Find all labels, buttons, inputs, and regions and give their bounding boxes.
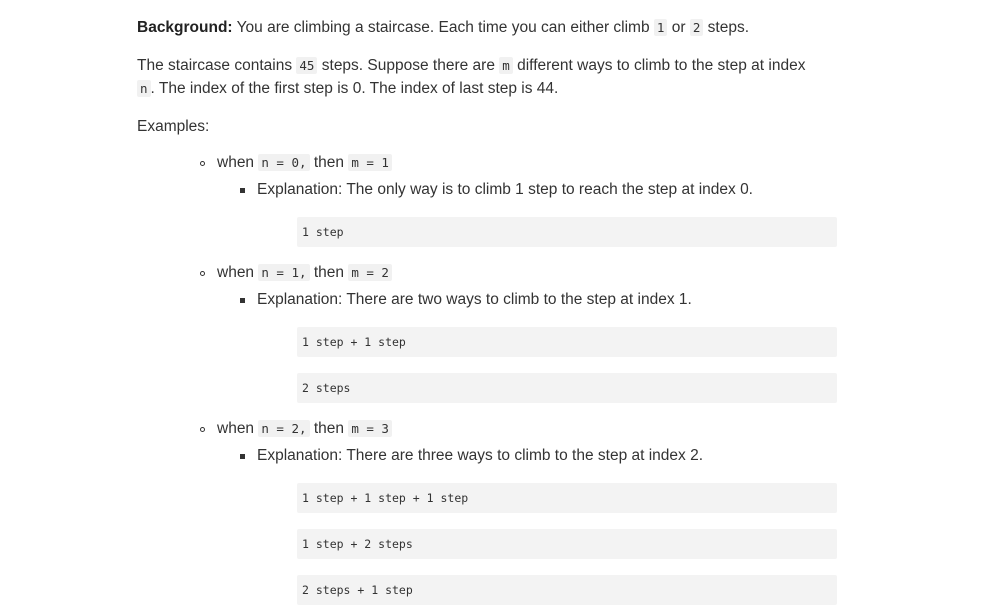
- when-text: when: [217, 264, 259, 281]
- example-1-explanation: Explanation: The only way is to climb 1 step to reach the step at index 0.: [257, 181, 753, 198]
- code-block: 2 steps + 1 step: [297, 575, 837, 605]
- square-bullet-icon: [240, 454, 245, 459]
- staircase-paragraph-line-1: [137, 54, 805, 77]
- code-n: n: [137, 80, 151, 97]
- code-n-value: n = 1,: [258, 264, 309, 281]
- code-one: 1: [654, 19, 668, 36]
- then-text: then: [309, 420, 349, 437]
- circle-bullet-icon: [200, 271, 205, 276]
- staircase-text-3: different ways to climb to the step at index: [512, 57, 806, 74]
- code-m: m: [499, 57, 513, 74]
- staircase-text-2: steps. Suppose there are: [317, 57, 500, 74]
- example-1-heading: [217, 152, 392, 174]
- or-text: or: [667, 19, 690, 36]
- code-m-value: m = 3: [348, 420, 392, 437]
- code-n-value: n = 2,: [258, 420, 309, 437]
- code-n-value: n = 0,: [258, 154, 309, 171]
- code-block: 1 step: [297, 217, 837, 247]
- square-bullet-icon: [240, 188, 245, 193]
- background-text-2: steps.: [703, 19, 750, 36]
- code-step-count: 45: [296, 57, 317, 74]
- square-bullet-icon: [240, 298, 245, 303]
- code-m-value: m = 1: [348, 154, 392, 171]
- code-two: 2: [690, 19, 704, 36]
- code-block: 1 step + 1 step: [297, 327, 837, 357]
- when-text: when: [217, 154, 259, 171]
- example-3-explanation: Explanation: There are three ways to climb to the step at index 2.: [257, 447, 704, 464]
- code-block: 1 step + 2 steps: [297, 529, 837, 559]
- background-label: Background:: [137, 19, 233, 36]
- code-block: 2 steps: [297, 373, 837, 403]
- background-paragraph: [137, 16, 749, 39]
- circle-bullet-icon: [200, 427, 205, 432]
- example-2-explanation: Explanation: There are two ways to climb to the step at index 1.: [257, 291, 692, 308]
- when-text: when: [217, 420, 259, 437]
- staircase-text-4: . The index of the first step is 0. The index of last step is 44.: [150, 80, 559, 97]
- staircase-paragraph-line-2: [137, 77, 558, 100]
- background-text-1: You are climbing a staircase. Each time you can either climb: [232, 19, 654, 36]
- circle-bullet-icon: [200, 161, 205, 166]
- code-block: 1 step + 1 step + 1 step: [297, 483, 837, 513]
- example-3-heading: [217, 418, 392, 440]
- examples-label: Examples:: [137, 118, 210, 135]
- code-m-value: m = 2: [348, 264, 392, 281]
- then-text: then: [309, 154, 349, 171]
- staircase-text-1: The staircase contains: [137, 57, 297, 74]
- then-text: then: [309, 264, 349, 281]
- example-2-heading: [217, 262, 392, 284]
